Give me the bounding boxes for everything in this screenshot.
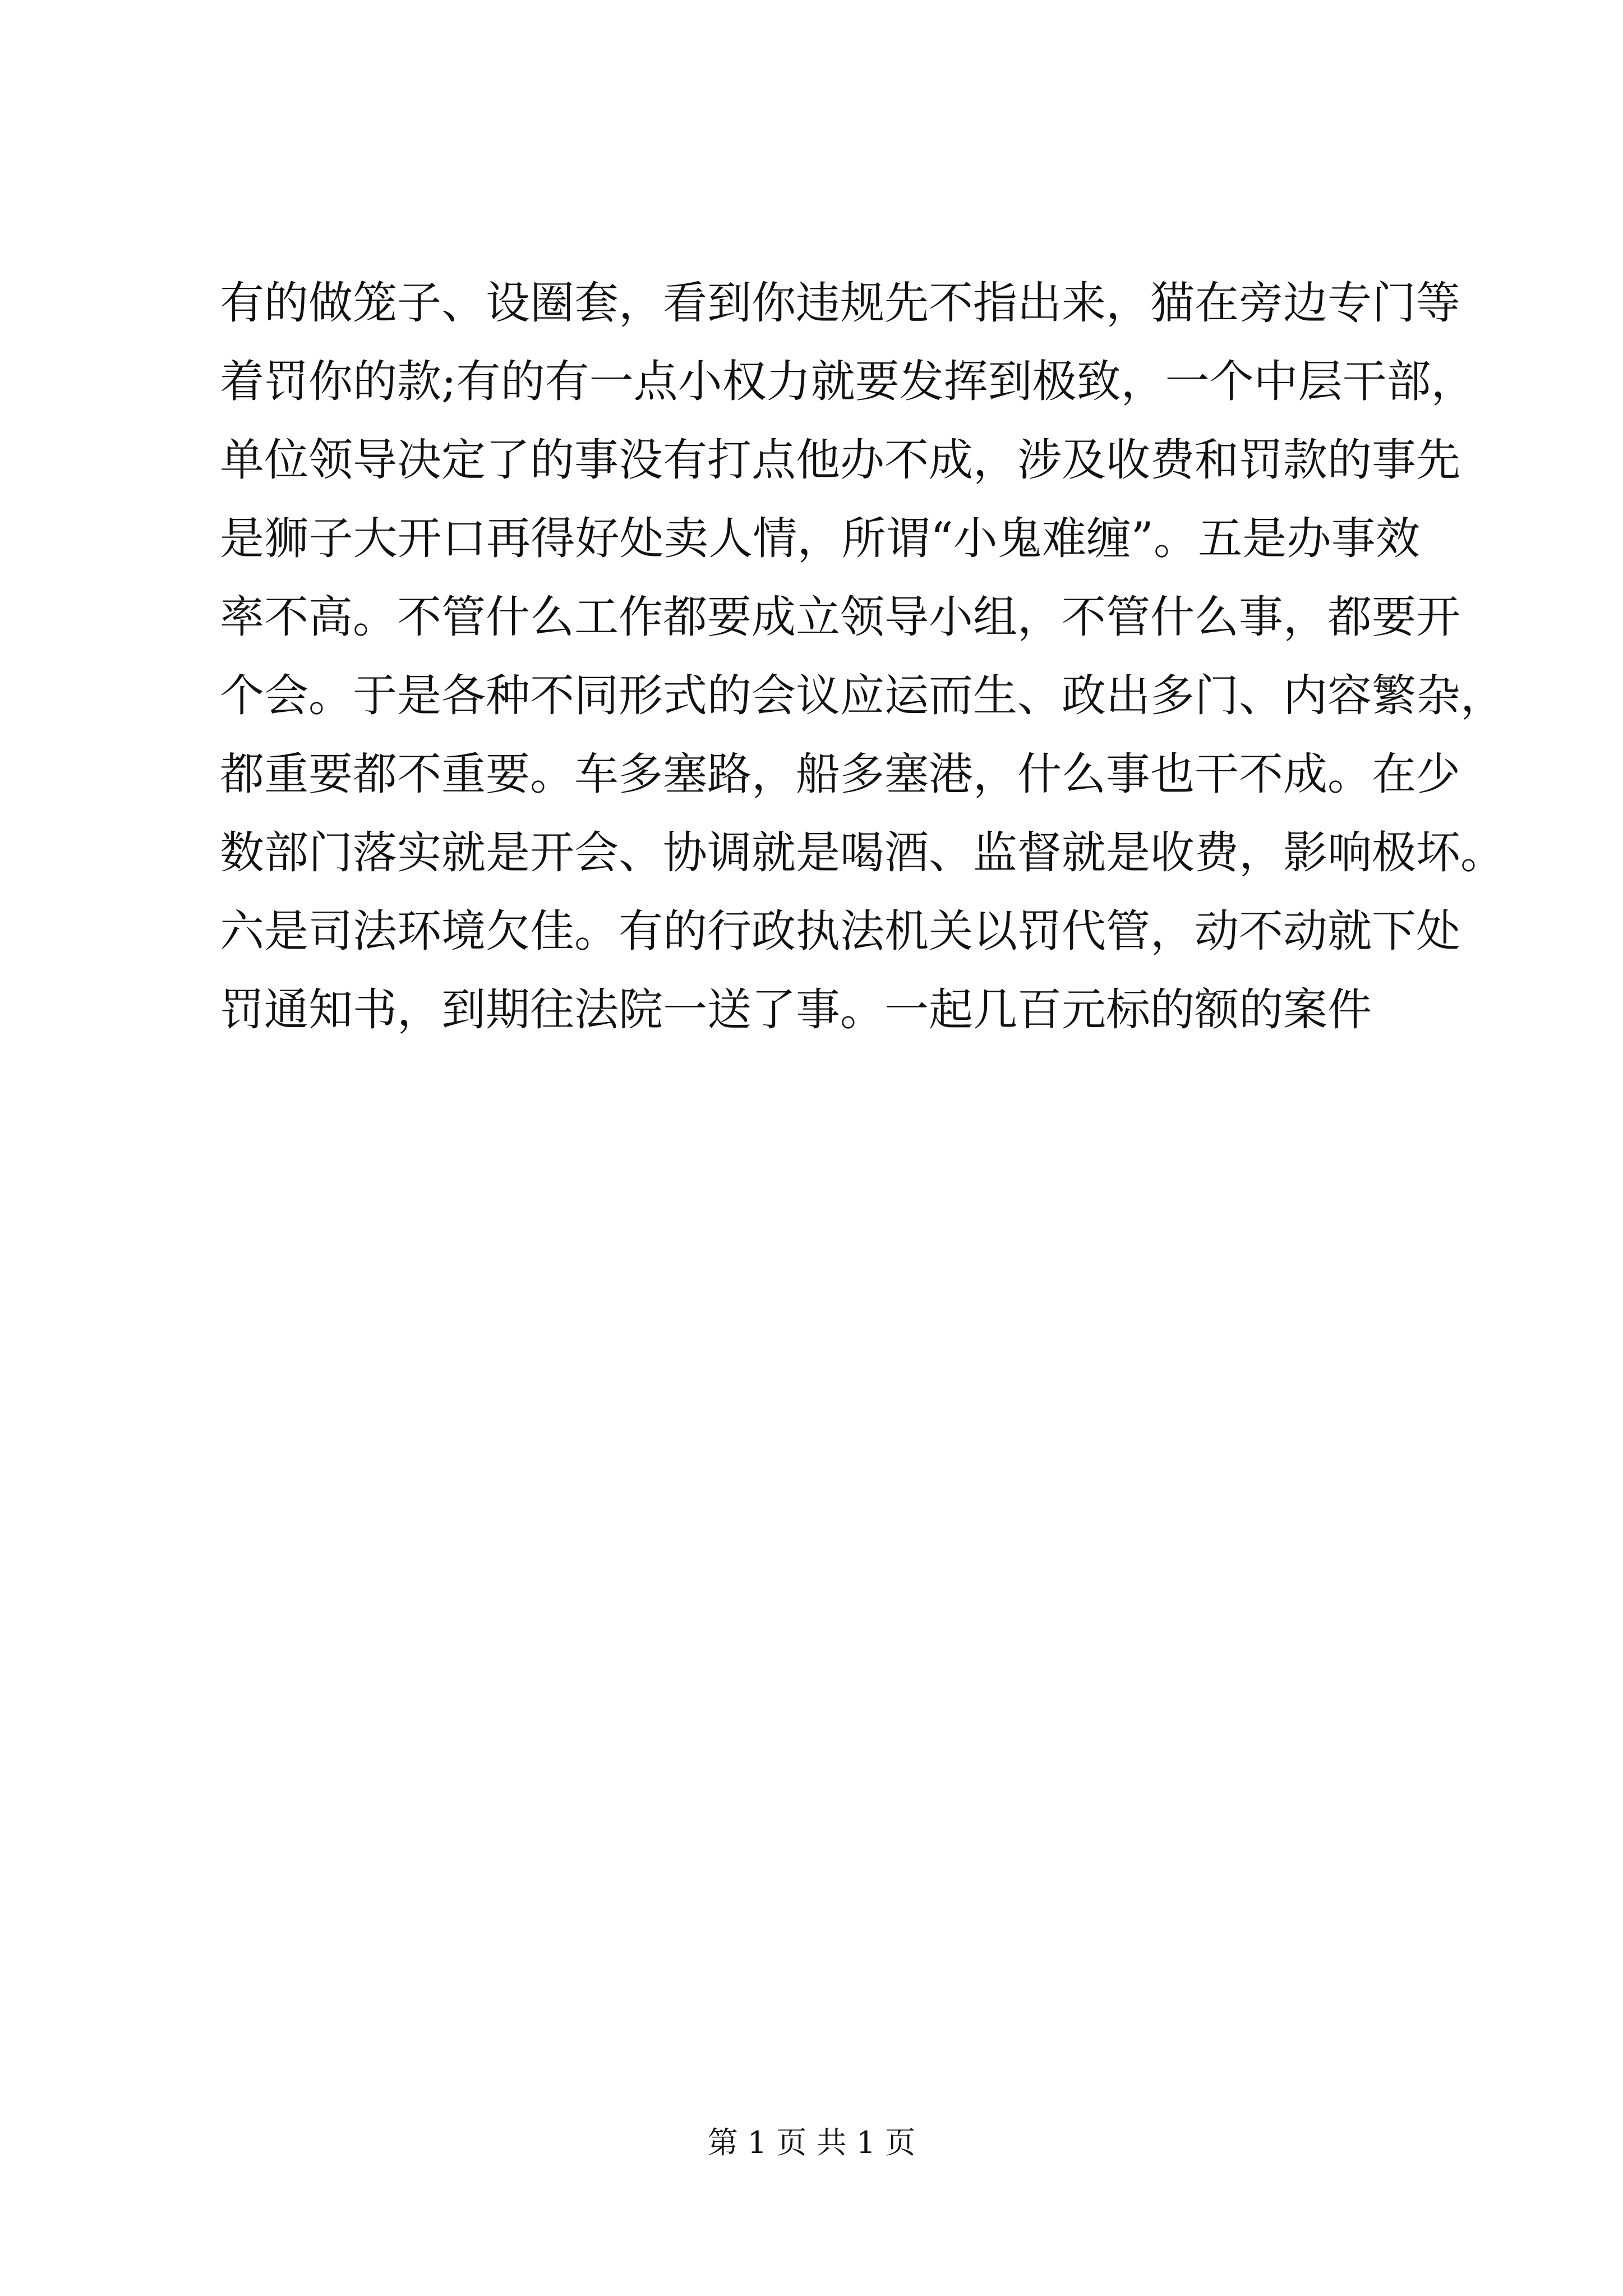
body-paragraph xyxy=(220,264,1505,1049)
text-line: 个会。于是各种不同形式的会议应运而生、政出多门、内容繁杂， xyxy=(220,670,1505,721)
text-line: 率不高。不管什么工作都要成立领导小组，不管什么事，都要开 xyxy=(220,591,1460,643)
text-line: 六是司法环境欠佳。有的行政执法机关以罚代管，动不动就下处 xyxy=(220,905,1460,957)
text-line: 单位领导决定了的事没有打点他办不成，涉及收费和罚款的事先 xyxy=(220,434,1460,486)
text-line: 都重要都不重要。车多塞路，船多塞港，什么事也干不成。在少 xyxy=(220,748,1460,800)
text-line: 数部门落实就是开会、协调就是喝酒、监督就是收费，影响极坏。 xyxy=(220,827,1505,878)
text-line: 有的做笼子、设圈套，看到你违规先不指出来，猫在旁边专门等 xyxy=(220,277,1460,329)
text-line: 罚通知书，到期往法院一送了事。一起几百元标的额的案件 xyxy=(220,984,1372,1036)
text-line: 着罚你的款;有的有一点小权力就要发挥到极致，一个中层干部， xyxy=(220,356,1476,407)
page-number-footer: 第 1 页 共 1 页 xyxy=(707,2125,916,2160)
text-line: 是狮子大开口再得好处卖人情，所谓“小鬼难缠”。五是办事效 xyxy=(220,513,1420,564)
